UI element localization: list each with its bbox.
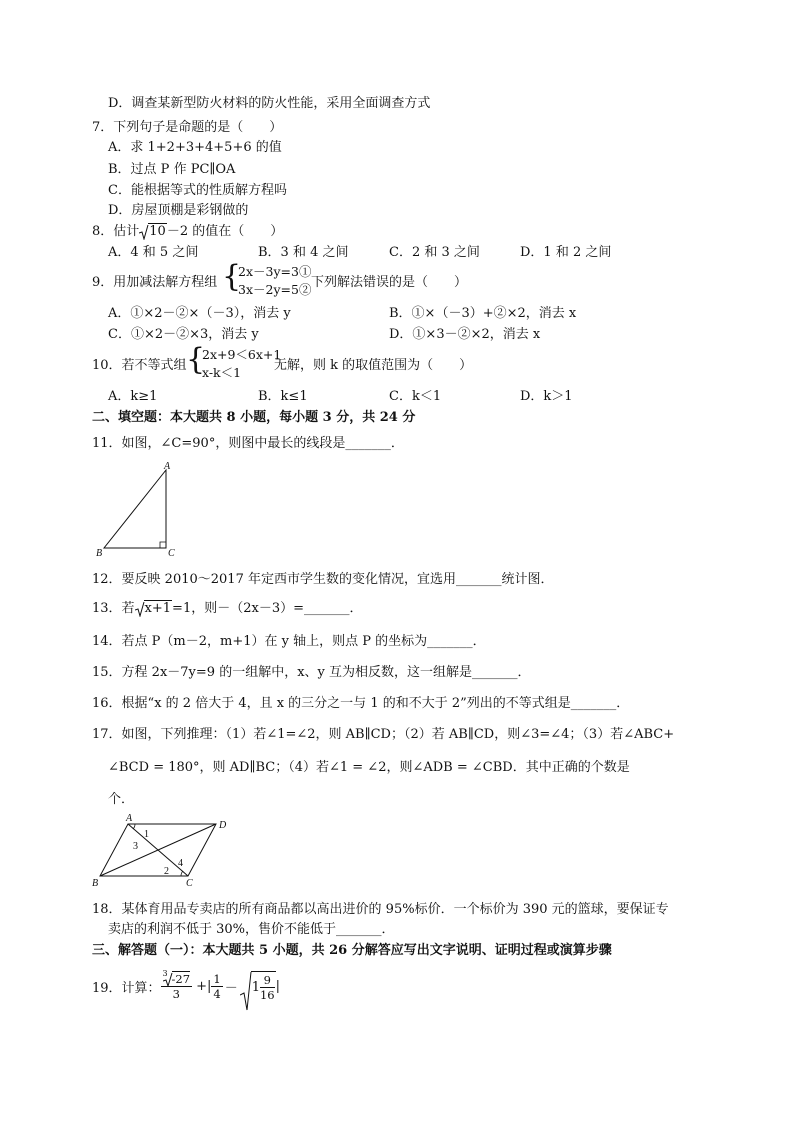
q13-prefix: 13．若 xyxy=(92,601,135,616)
q9-suffix: 下列解法错误的是（ ） xyxy=(311,275,468,290)
q19-expression xyxy=(92,964,280,1008)
q8-option-b: B．3 和 4 之间 xyxy=(258,245,349,260)
q10-ineq1: 2x+9＜6x+1 xyxy=(202,347,282,362)
sqrt-sign-icon xyxy=(240,971,252,1011)
q13-radicand: x+1 xyxy=(144,601,172,616)
q8-option-a: A．4 和 5 之间 xyxy=(108,245,199,260)
q9-option-d: D．①×3－②×2，消去 x xyxy=(389,327,541,342)
q19-f2-denominator: 16 xyxy=(259,987,275,1002)
label-a: A xyxy=(126,813,133,824)
q19-mixed-number xyxy=(251,971,276,1002)
angle-label-3: 3 xyxy=(133,841,138,852)
cube-root-index: 3 xyxy=(162,968,168,978)
q19-mixed-whole: 1 xyxy=(251,979,260,995)
q18-line2: 卖店的利润不低于 30%，售价不能低于_______． xyxy=(108,922,395,937)
label-b: B xyxy=(92,878,99,889)
q13-sqrt xyxy=(135,601,173,617)
q19-plus-abs-open: +| xyxy=(196,978,212,994)
q9-eq2: 3x－2y=5② xyxy=(238,282,312,297)
q19-denominator: 3 xyxy=(172,986,180,1001)
angle-label-1: 1 xyxy=(144,829,149,840)
q8-prefix: 8．估计 xyxy=(92,224,140,239)
q8-suffix: －2 的值在（ ） xyxy=(166,224,284,239)
q7-option-b: B．过点 P 作 PC∥OA xyxy=(108,162,236,177)
section-3-heading: 三、解答题（一）：本大题共 5 小题，共 26 分解答应写出文字说明、证明过程或演算步骤 xyxy=(92,943,612,958)
q17-line3: 个． xyxy=(108,792,135,807)
q8-stem xyxy=(92,224,283,240)
q17-line2: ∠BCD = 180°，则 AD∥BC；（4）若∠1 = ∠2，则∠ADB = ∠CBD．其中正确的个数是 xyxy=(108,760,630,775)
cube-root-sign-icon xyxy=(163,972,173,987)
q11-text: 11．如图，∠C=90°，则图中最长的线段是_______． xyxy=(92,436,404,451)
q19-abs-close: | xyxy=(275,978,281,994)
q17-line1: 17．如图，下列推理：（1）若∠1=∠2，则 AB∥CD；（2）若 AB∥CD，则∠3=∠4；（3）若∠ABC+ xyxy=(92,727,675,742)
label-d: D xyxy=(219,820,227,831)
q8-radicand: 10 xyxy=(149,224,166,239)
q19-sqrt-mixed xyxy=(240,971,276,1002)
q10-brace: { xyxy=(186,342,206,377)
label-a: A xyxy=(164,461,171,472)
q19-f1-numerator: 1 xyxy=(213,971,221,986)
angle-label-2: 2 xyxy=(164,866,169,877)
q19-cube-root xyxy=(161,968,193,987)
q14-text: 14．若点 P（m－2，m+1）在 y 轴上，则点 P 的坐标为_______． xyxy=(92,634,486,649)
triangle-abc xyxy=(104,470,166,548)
q8-sqrt xyxy=(139,224,167,240)
q9-option-c: C．①×2－②×3，消去 y xyxy=(108,327,259,342)
q16-text: 16．根据“x 的 2 倍大于 4，且 x 的三分之一与 1 的和不大于 2”列出的不等式组是_______． xyxy=(92,696,630,711)
diagonal-bd xyxy=(100,824,216,876)
right-angle-mark xyxy=(160,542,166,548)
q7-option-a: A．求 1+2+3+4+5+6 的值 xyxy=(108,140,282,155)
q17-parallelogram-figure xyxy=(88,812,238,894)
q10-option-a: A．k≥1 xyxy=(108,389,158,404)
q10-option-b: B．k≤1 xyxy=(258,389,308,404)
label-c: C xyxy=(186,878,193,889)
q10-option-d: D．k＞1 xyxy=(520,389,573,404)
angle-label-4: 4 xyxy=(178,858,183,869)
q19-fraction-cube-root xyxy=(161,968,193,1001)
q18-line1: 18．某体育用品专卖店的所有商品都以高出进价的 95%标价．一个标价为 390 元的篮球，要保证专 xyxy=(92,902,669,917)
sqrt-sign-icon xyxy=(135,601,145,617)
q19-prefix: 19．计算： xyxy=(92,980,161,996)
label-c: C xyxy=(168,548,175,559)
q10-prefix: 10．若不等式组 xyxy=(92,358,187,373)
q15-text: 15．方程 2x－7y=9 的一组解中，x、y 互为相反数，这一组解是_______． xyxy=(92,665,531,680)
q8-option-c: C．2 和 3 之间 xyxy=(389,245,480,260)
q10-ineq2: x-k＜1 xyxy=(202,365,242,380)
q19-fraction-quarter xyxy=(211,972,222,1001)
section-2-heading: 二、填空题：本大题共 8 小题，每小题 3 分，共 24 分 xyxy=(92,410,416,425)
q7-stem: 7．下列句子是命题的是（ ） xyxy=(92,120,283,135)
angle-2-arc xyxy=(181,871,183,876)
cube-root-radicand: -27 xyxy=(171,971,191,986)
q9-prefix: 9．用加减法解方程组 xyxy=(92,275,218,290)
q13-text xyxy=(92,601,362,617)
q6-option-d: D．调查某新型防火材料的防火性能，采用全面调查方式 xyxy=(108,96,431,111)
q13-suffix: =1，则－（2x－3）=_______． xyxy=(172,601,363,616)
q10-suffix: 无解，则 k 的取值范围为（ ） xyxy=(274,358,473,373)
sqrt-sign-icon xyxy=(139,224,149,240)
q19-minus: － xyxy=(224,980,238,996)
label-b: B xyxy=(96,548,103,559)
q10-option-c: C．k＜1 xyxy=(389,389,442,404)
q7-option-d: D．房屋顶棚是彩钢做的 xyxy=(108,203,249,218)
q19-f1-denominator: 4 xyxy=(213,986,221,1001)
q19-f2-numerator: 9 xyxy=(260,973,275,988)
q8-option-d: D．1 和 2 之间 xyxy=(520,245,612,260)
q19-fraction-nine-sixteenths xyxy=(260,973,275,1002)
q9-eq1: 2x－3y=3① xyxy=(238,264,312,279)
q9-option-a: A．①×2－②×（－3），消去 y xyxy=(108,306,291,321)
q12-text: 12．要反映 2010～2017 年定西市学生数的变化情况，宜选用_______统计图． xyxy=(92,572,554,587)
q11-triangle-figure xyxy=(90,460,190,560)
q9-option-b: B．①×（－3）+②×2，消去 x xyxy=(389,306,577,321)
angle-1-arc xyxy=(133,824,135,829)
q9-brace: { xyxy=(222,259,242,294)
q7-option-c: C．能根据等式的性质解方程吗 xyxy=(108,183,287,198)
